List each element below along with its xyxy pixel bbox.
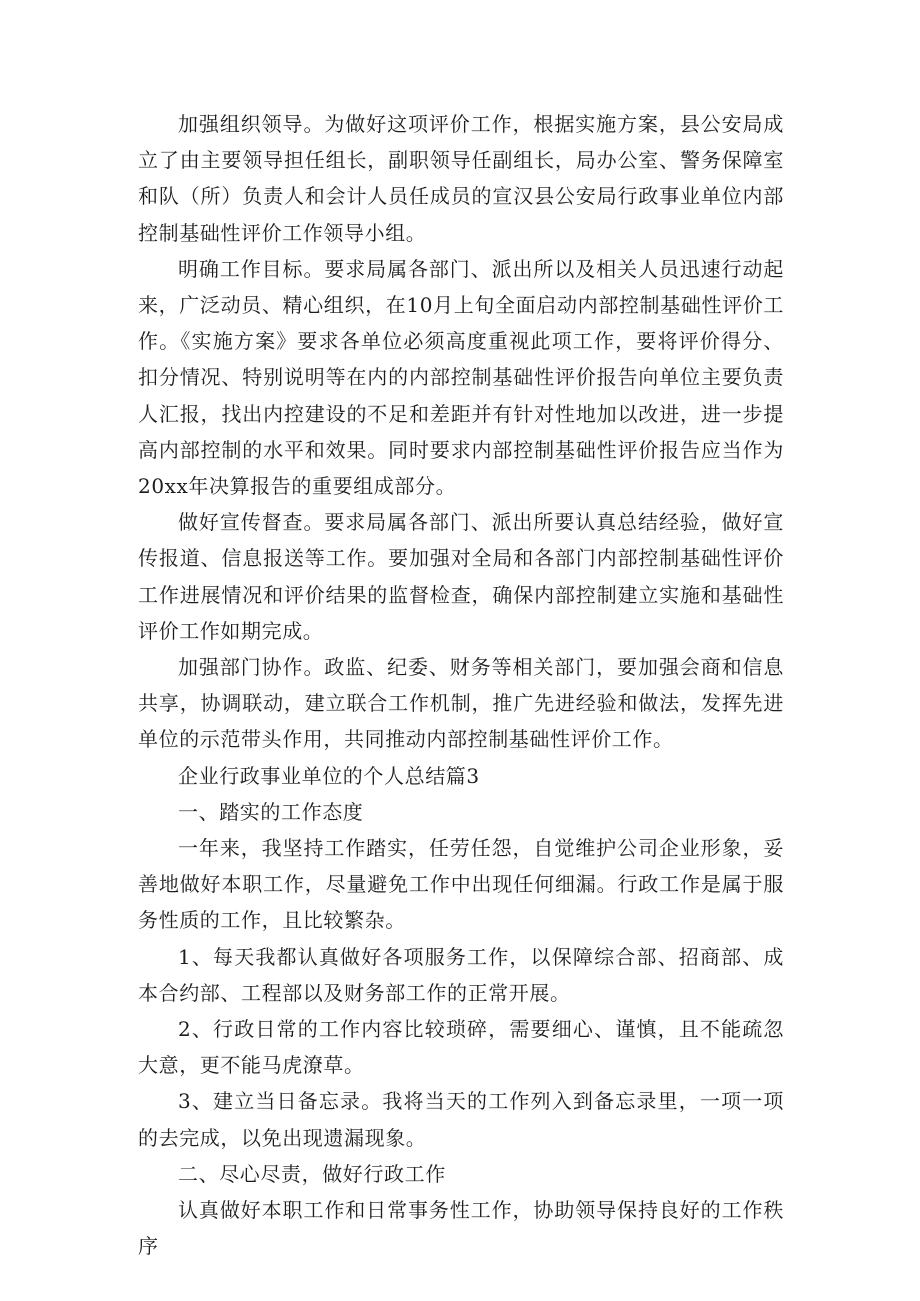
list-item-3: 3、建立当日备忘录。我将当天的工作列入到备忘录里，一项一项的去完成，以免出现遗漏现象。 [138, 1089, 784, 1150]
subsection-heading-2: 二、尽心尽责，做好行政工作 [178, 1161, 446, 1186]
paragraph-publicity-supervision: 做好宣传督查。要求局属各部门、派出所要认真总结经验，做好宣传报道、信息报送等工作。要加强对全局和各部门内部控制基础性评价工作进展情况和评价结果的监督检查，确保内部控制建立实施和基础性评价工作如期完成。 [138, 510, 784, 643]
paragraph-work-goals: 明确工作目标。要求局属各部门、派出所以及相关人员迅速行动起来，广泛动员、精心组织，在10月上旬全面启动内部控制基础性评价工作。《实施方案》要求各单位必须高度重视此项工作，要将评价得分、扣分情况、特别说明等在内的内部控制基础性评价报告向单位主要负责人汇报，找出内控建设的不足和差距并有针对性地加以改进，进一步提高内部控制的水平和效果。同时要求内部控制基础性评价报告应当作为20xx年决算报告的重要组成部分。 [138, 256, 784, 499]
section-title: 企业行政事业单位的个人总结篇3 [178, 763, 480, 788]
paragraph-work-attitude: 一年来，我坚持工作踏实，任劳任怨，自觉维护公司企业形象，妥善地做好本职工作，尽量避免工作中出现任何细漏。行政工作是属于服务性质的工作，且比较繁杂。 [138, 836, 784, 933]
document-body [138, 106, 784, 1265]
paragraph-final-line: 认真做好本职工作和日常事务性工作，协助领导保持良好的工作秩序 [138, 1198, 784, 1259]
paragraph-organization-leadership: 加强组织领导。为做好这项评价工作，根据实施方案，县公安局成立了由主要领导担任组长，副职领导任副组长，局办公室、警务保障室和队（所）负责人和会计人员任成员的宣汉县公安局行政事业单位内部控制基础性评价工作领导小组。 [138, 112, 784, 245]
paragraph-department-cooperation: 加强部门协作。政监、纪委、财务等相关部门，要加强会商和信息共享，协调联动，建立联合工作机制，推广先进经验和做法，发挥先进单位的示范带头作用，共同推动内部控制基础性评价工作。 [138, 655, 784, 752]
list-item-2: 2、行政日常的工作内容比较琐碎，需要细心、谨慎，且不能疏忽大意，更不能马虎潦草。 [138, 1017, 784, 1078]
subsection-heading-1: 一、踏实的工作态度 [178, 799, 364, 824]
list-item-1: 1、每天我都认真做好各项服务工作，以保障综合部、招商部、成本合约部、工程部以及财务部工作的正常开展。 [138, 944, 784, 1005]
